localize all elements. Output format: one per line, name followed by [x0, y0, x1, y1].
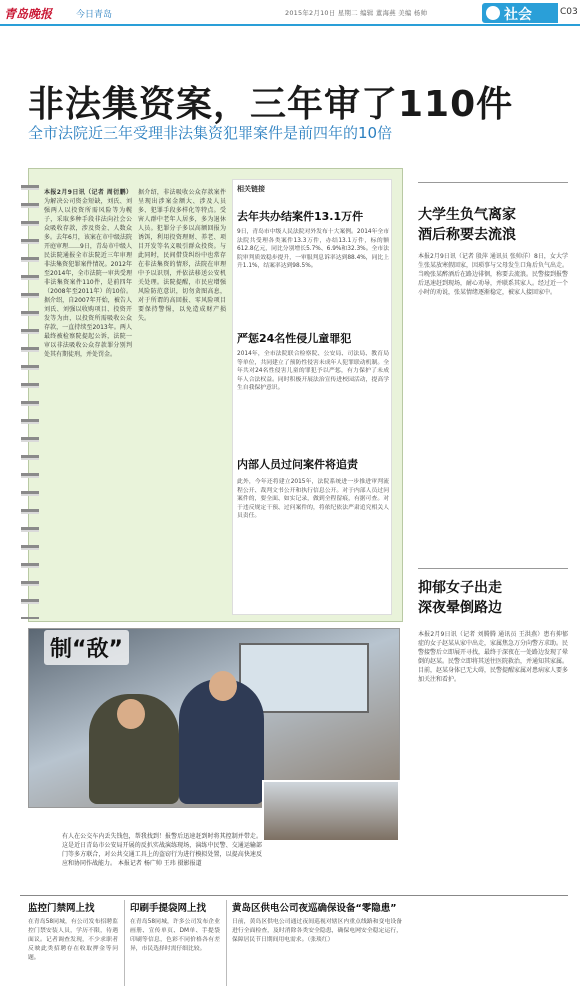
related-body-2: 2014年，全市法院联合检察院、公安局、司法局、教育局等单位，共同建立了预防性侵害未成年人犯罪联动机制。全年共对24名性侵害儿童的罪犯予以严惩，有力保护了未成年人合法权益。同时积极开展法治宣传进校园活动，提高学生自我保护意识。	[237, 351, 389, 392]
photo-face-right	[209, 671, 237, 701]
side-divider-1	[418, 182, 568, 183]
dept-label: 社会	[504, 7, 532, 23]
related-tag: 相关链接	[237, 185, 265, 193]
section-name: 今日青岛	[76, 10, 113, 20]
article-col-2	[138, 188, 226, 608]
article-col-1	[44, 188, 132, 608]
related-title-3: 内部人员过问案件将追责	[237, 458, 358, 471]
side-divider-2	[418, 568, 568, 569]
related-body-3: 此外，今年还将建立2015年，法院系统进一步推进审判流程公开、裁判文书公开和执行信息公开。对于内部人员过问案件的，要全面、如实记录，做到全程留痕，有据可查。对于违反规定干预、过问案件的，将依纪依法严肃追究相关人员责任。	[237, 479, 389, 520]
dept-tab	[482, 3, 558, 23]
page-number: C03	[560, 7, 578, 17]
photo-face-left	[117, 699, 145, 729]
article-col1-text: 为解决公司资金短缺，刘氏、刘强两人以投资所需风险等为幌子，采取多种手段非法向社会公众吸收存款，涉及资金、人数众多。去年6月，该案在市中级法院开庭审理……9日，青岛市中级人民法院通报全市法院近三年审理非法集资犯罪案件情况。2012年至2014年，全市法院一审共受理非法集资案件110件，是前四年（2008年至2011年）的10倍。据介绍，自2007年开始，被告人刘氏、刘强以收购项目、投资开发等为由，以投资所需吸收公众存款，一直持续至2013年。两人最终被检察院提起公诉，法院一审以非法吸收公众存款罪分别判处其有期徒刑，并处罚金。	[44, 198, 132, 358]
newspaper-logo: 青岛晚报	[4, 7, 53, 21]
brief-body-2: 在青岛58同城，许多公司发布企业画册、宣传单页、DM单、手提袋印刷等信息，色彩不同价格各有差异，市民选择时需仔细比较。	[130, 919, 220, 952]
brief-body-3: 日前，黄岛区供电公司通过夜间巡视对辖区内重点线路和变电设备进行全面检查，及时消除各类安全隐患，确保电网安全稳定运行，保障居民节日期间用电需求。（张琰红）	[232, 919, 402, 943]
side1-title: 大学生负气离家 酒后称要去流浪	[418, 207, 516, 243]
brief-title-1: 监控门禁网上找	[28, 903, 95, 914]
side2-body: 本报2月9日讯（记者 刘腾腾 通讯员 王洪燕）患有抑郁症的女子赵某从家中出走，家属焦急万分向警方求助。民警接警后立即展开寻找，最终于深夜在一处路边发现了晕倒的赵某。民警立即将其送往医院救治，并通知其家属。目前，赵某身体已无大碍，民警提醒家属对患病家人要多加关注和看护。	[418, 631, 568, 683]
photo-caption: 有人在公交车内丢失钱包，帮我找到！报警后迅速赶到时将其控制并带走。这是近日青岛市公安局开展的反扒实战演练现场，演练中民警、交通运输部门等多方联合，对公共交通工具上的盗窃行为进行模拟处置，以提高快速反应和协同作战能力。 本报记者 杨广帅 王玮 摄影报道	[62, 833, 262, 867]
side1-body: 本报2月9日讯（记者 殷萍 通讯员 张帅洋）8日，女大学生张某放寒假回家，因琐事与父母发生口角后负气出走。当晚张某醉酒后在路边徘徊，称要去流浪。民警接到报警后迅速赶到现场，耐心劝导，并联系其家人。经过近一个小时的劝说，张某情绪逐渐稳定，被家人接回家中。	[418, 253, 568, 296]
brief-body-1: 在青岛58同城，有公司发布招聘监控门禁安装人员，学历不限，待遇面议。记者调查发现，不少求职者反映此类招聘存在收取押金等问题。	[28, 919, 118, 961]
date-line: 2015年2月10日 星期二 编辑 董海燕 美编 杨帅	[285, 9, 428, 17]
brief-title-3: 黄岛区供电公司夜巡确保设备“零隐患”	[232, 903, 397, 914]
inset-photo	[262, 780, 400, 842]
related-body-1: 9日，青岛市中级人民法院对外发布十大案例。2014年全市法院共受理各类案件13.3万件，办结13.1万件，标的额612.8亿元，同比分别增长5.7%、6.9%和32.3%。全市法院审判质效稳步提升，一审服判息诉率达到88.4%，同比上升1.1%，结案率达到98.5%。	[237, 229, 389, 270]
photo-label: 制“敌”	[44, 630, 129, 665]
related-title-1: 去年共办结案件13.1万件	[237, 210, 364, 223]
article-col2-text: 据介绍，非法吸收公众存款案件呈现出涉案金额大、涉及人员多、犯罪手段多样化等特点。受害人群中老年人居多，多为退休人员。犯罪分子多以高额回报为诱饵，利用投资理财、养老、项目开发等名义吸引群众投资。与此同时，民间借贷纠纷中也常存在非法集资的情形，法院在审理中予以识别，并依法移送公安机关处理。法院提醒，市民应增强风险防范意识，切勿贪图高息，对于所谓的高回报、零风险项目要保持警惕，以免造成财产损失。	[138, 189, 226, 322]
brief-divider-1	[124, 900, 125, 986]
page-header	[0, 0, 580, 26]
dept-icon	[486, 6, 500, 20]
main-headline: 非法集资案，三年审了110件	[28, 84, 514, 125]
related-title-2: 严惩24名性侵儿童罪犯	[237, 332, 352, 345]
sub-headline: 全市法院近三年受理非法集资犯罪案件是前四年的10倍	[28, 124, 393, 142]
related-box	[232, 179, 392, 615]
article-byline: 本报2月9日讯（记者 周衍鹏）	[44, 189, 132, 196]
brief-title-2: 印刷手提袋网上找	[130, 903, 207, 914]
bottom-divider	[20, 895, 568, 896]
brief-divider-2	[226, 900, 227, 986]
side2-title: 抑郁女子出走 深夜晕倒路边	[418, 580, 502, 616]
spiral-binding-icon	[21, 179, 39, 619]
